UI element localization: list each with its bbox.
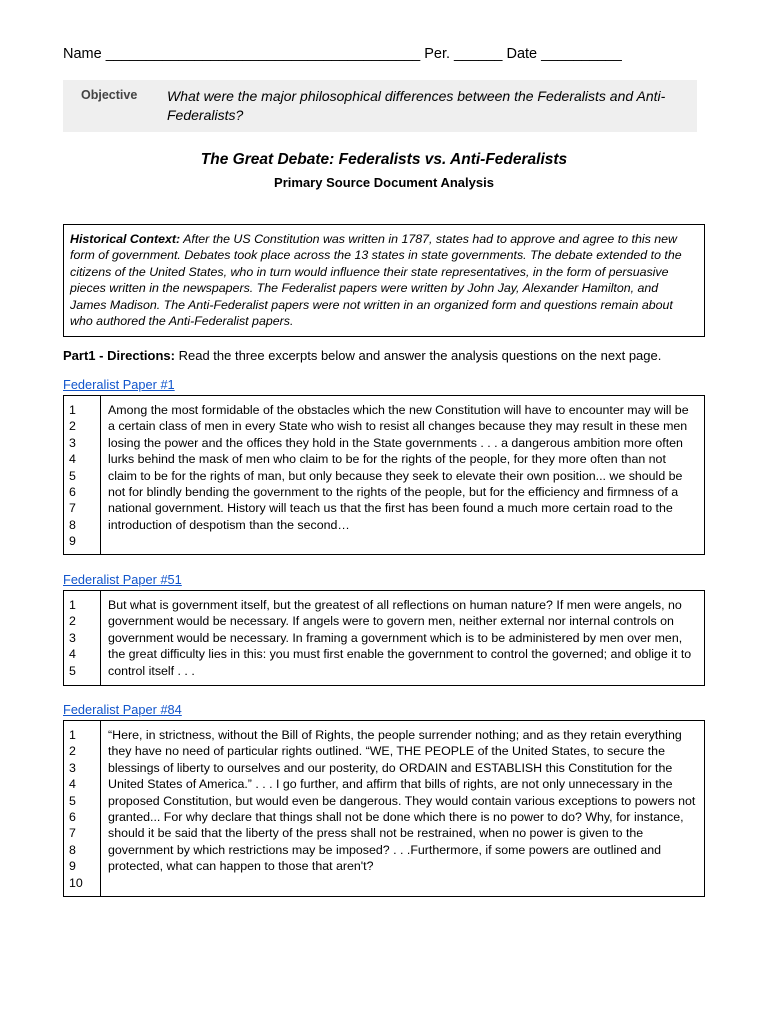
objective-label: Objective [81,88,138,102]
federalist-84-link[interactable]: Federalist Paper #84 [63,702,182,717]
line-number: 3 [69,760,76,775]
name-period-date-line: Name _______________________________________ Per. ______ Date __________ [63,46,622,62]
page-subtitle: Primary Source Document Analysis [274,175,494,190]
line-number: 10 [69,875,83,890]
context-text: After the US Constitution was written in 1787, states had to approve and agree to this new form of government. Debates took place across the 13 states in state governments. The debate extended to the citizens of the United States, who in turn would influence their state representatives, in the form of persuasive pieces written in the newspapers. The Federalist papers were written by John Jay, Alexander Hamilton, and James Madison. The Anti-Federalist papers were not written in an organized form and questions remain about who authored the Anti-Federalist papers. [70,232,682,329]
line-number: 6 [69,484,76,499]
passage-text: But what is government itself, but the greatest of all reflections on human nature? If men were angels, no government would be necessary. If angels were to govern men, neither external nor internal controls on government would be necessary. In framing a government which is to be administered by men over men, the great difficulty lies in this: you must first enable the government to control the governed; and oblige it to control itself . . . [108,598,692,678]
line-number: 2 [69,614,76,629]
part1-directions [63,348,723,363]
line-number: 3 [69,435,76,450]
line-number: 5 [69,793,76,808]
line-number: 8 [69,842,76,857]
line-number: 1 [69,728,76,742]
federalist-1-link[interactable]: Federalist Paper #1 [63,377,175,392]
line-number: 4 [69,647,76,662]
line-number: 2 [69,744,76,759]
line-number: 1 [69,598,76,612]
objective-box [63,80,697,132]
line-number: 4 [69,777,76,792]
federalist-84-passage [63,720,705,897]
page-title: The Great Debate: Federalists vs. Anti-Federalists [200,151,568,168]
directions-text: Read the three excerpts below and answer the analysis questions on the next page. [174,348,662,363]
federalist-51-link[interactable]: Federalist Paper #51 [63,572,182,587]
passage-text: “Here, in strictness, without the Bill of Rights, the people surrender nothing; and as they retain everything they have no need of particular rights outlined. “WE, THE PEOPLE of the United States, to secure the blessings of liberty to ourselves and our posterity, do ORDAIN and ESTABLISH this Constitution for the United States of America.” . . . I go further, and affirm that bills of rights, are not only unnecessary in the proposed Constitution, but would even be dangerous. They would contain various exceptions to powers not granted... For why declare that things shall not be done which there is no power to do? Why, for instance, should it be said that the liberty of the press shall not be restrained, when no power is given to the government by which restrictions may be imposed? . . .Furthermore, if some powers are outlined and protected, what can happen to those that aren't? [108,728,696,874]
line-numbers [64,721,101,896]
objective-question: What were the major philosophical differences between the Federalists and Anti-Federalists? [167,88,666,123]
line-numbers [64,591,101,685]
historical-context-box [63,224,705,337]
line-number: 3 [69,630,76,645]
line-number: 9 [69,534,76,549]
line-number: 4 [69,452,76,467]
federalist-51-passage [63,590,705,686]
line-number: 5 [69,468,76,483]
line-number: 2 [69,419,76,434]
line-numbers [64,396,101,554]
passage-text: Among the most formidable of the obstacles which the new Constitution will have to encounter may will be a certain class of men in every State who wish to resist all changes because they may result in these men losing the power and the offices they hold in the State governments . . . a dangerous ambition more often lurks behind the mask of men who claim to be for the rights of the people, for they more often than not claim to be for the rights of man, but only because they seek to elevate their own position... we should be not for blindly bending the government to the rights of the people, but for the efficiency and firmness of a national government. History will teach us that the first has been found a much more certain road to the introduction of despotism than the second… [108,403,689,532]
line-number: 8 [69,517,76,532]
line-number: 6 [69,809,76,824]
line-number: 7 [69,826,76,841]
federalist-1-passage [63,395,705,555]
line-number: 1 [69,403,76,417]
directions-label: Part1 - Directions: [63,348,175,363]
line-number: 7 [69,501,76,516]
line-number: 9 [69,859,76,874]
line-number: 5 [69,663,76,678]
context-label: Historical Context: [70,232,181,246]
